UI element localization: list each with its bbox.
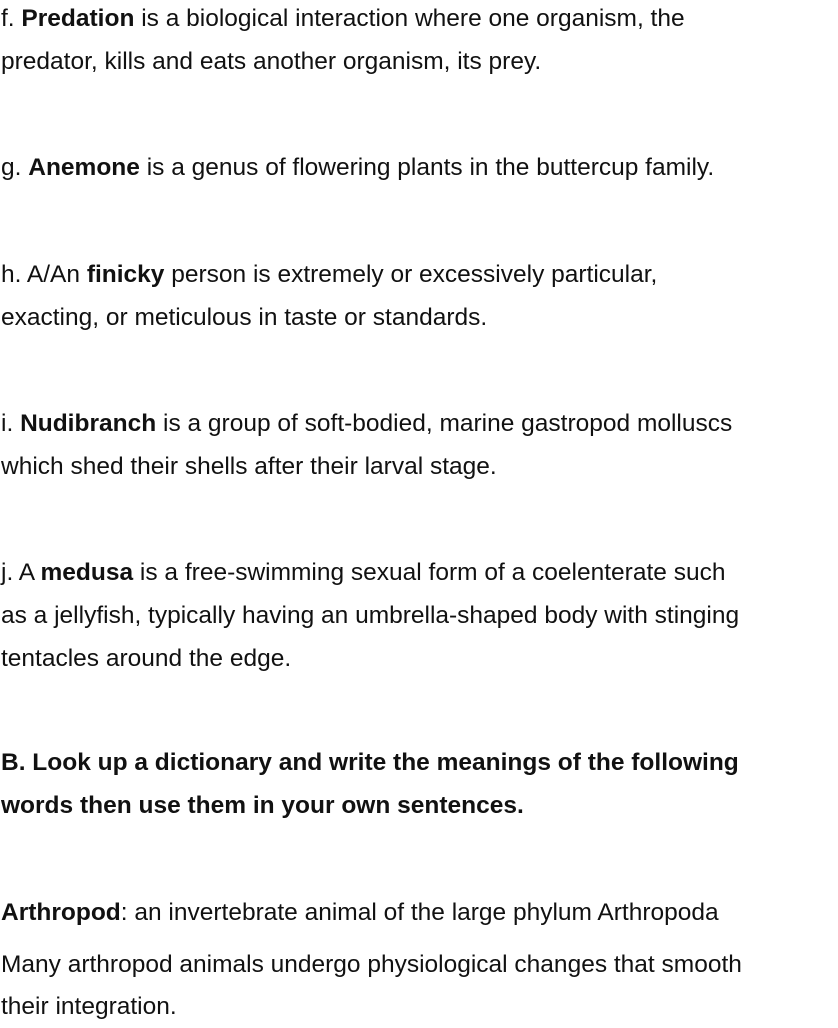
definition-term: finicky [86, 261, 165, 288]
definition-predation [1, 0, 837, 83]
entry-term: Arthropod [1, 899, 121, 926]
definition-text: is a free-swimming sexual form of a coelenterate such [133, 559, 726, 586]
entry-example-sentence [1, 944, 837, 1028]
heading-line: words then use them in your own sentences. [1, 792, 524, 819]
definition-line [1, 253, 837, 296]
definition-line: exacting, or meticulous in taste or standards. [1, 304, 488, 331]
sentence-line: Many arthropod animals undergo physiological changes that smooth [1, 951, 742, 978]
definition-line: tentacles around the edge. [1, 645, 292, 672]
definition-medusa [1, 551, 837, 680]
definition-line [1, 402, 837, 445]
definition-line: which shed their shells after their larval stage. [1, 453, 497, 480]
definition-line [1, 0, 837, 40]
definition-line [1, 146, 837, 189]
entry-arthropod [1, 891, 837, 934]
definition-line [1, 551, 837, 594]
definition-term: medusa [40, 559, 134, 586]
definition-anemone [1, 146, 837, 189]
definition-line: predator, kills and eats another organism, its prey. [1, 48, 542, 75]
definition-finicky [1, 253, 837, 339]
definition-text: is a group of soft-bodied, marine gastropod molluscs [156, 410, 733, 437]
definition-text: is a genus of flowering plants in the buttercup family. [139, 154, 715, 181]
definition-prefix: j. A [1, 559, 41, 586]
definition-term: Anemone [28, 154, 140, 181]
definition-prefix: i. [1, 410, 21, 437]
definition-term: Predation [21, 5, 135, 32]
definition-term: Nudibranch [20, 410, 157, 437]
heading-line: B. Look up a dictionary and write the meanings of the following [1, 749, 739, 776]
section-b-heading [1, 741, 837, 827]
definition-prefix: g. [1, 154, 29, 181]
definition-text: is a biological interaction where one organism, the [134, 5, 685, 32]
sentence-line: their integration. [1, 993, 177, 1020]
definition-prefix: h. A/An [1, 261, 87, 288]
entry-definition: : an invertebrate animal of the large phylum Arthropoda [120, 899, 719, 926]
definition-text: person is extremely or excessively particular, [164, 261, 658, 288]
entry-definition-line [1, 891, 837, 934]
definition-line: as a jellyfish, typically having an umbrella-shaped body with stinging [1, 602, 740, 629]
definition-nudibranch [1, 402, 837, 488]
definition-prefix: f. [1, 5, 22, 32]
